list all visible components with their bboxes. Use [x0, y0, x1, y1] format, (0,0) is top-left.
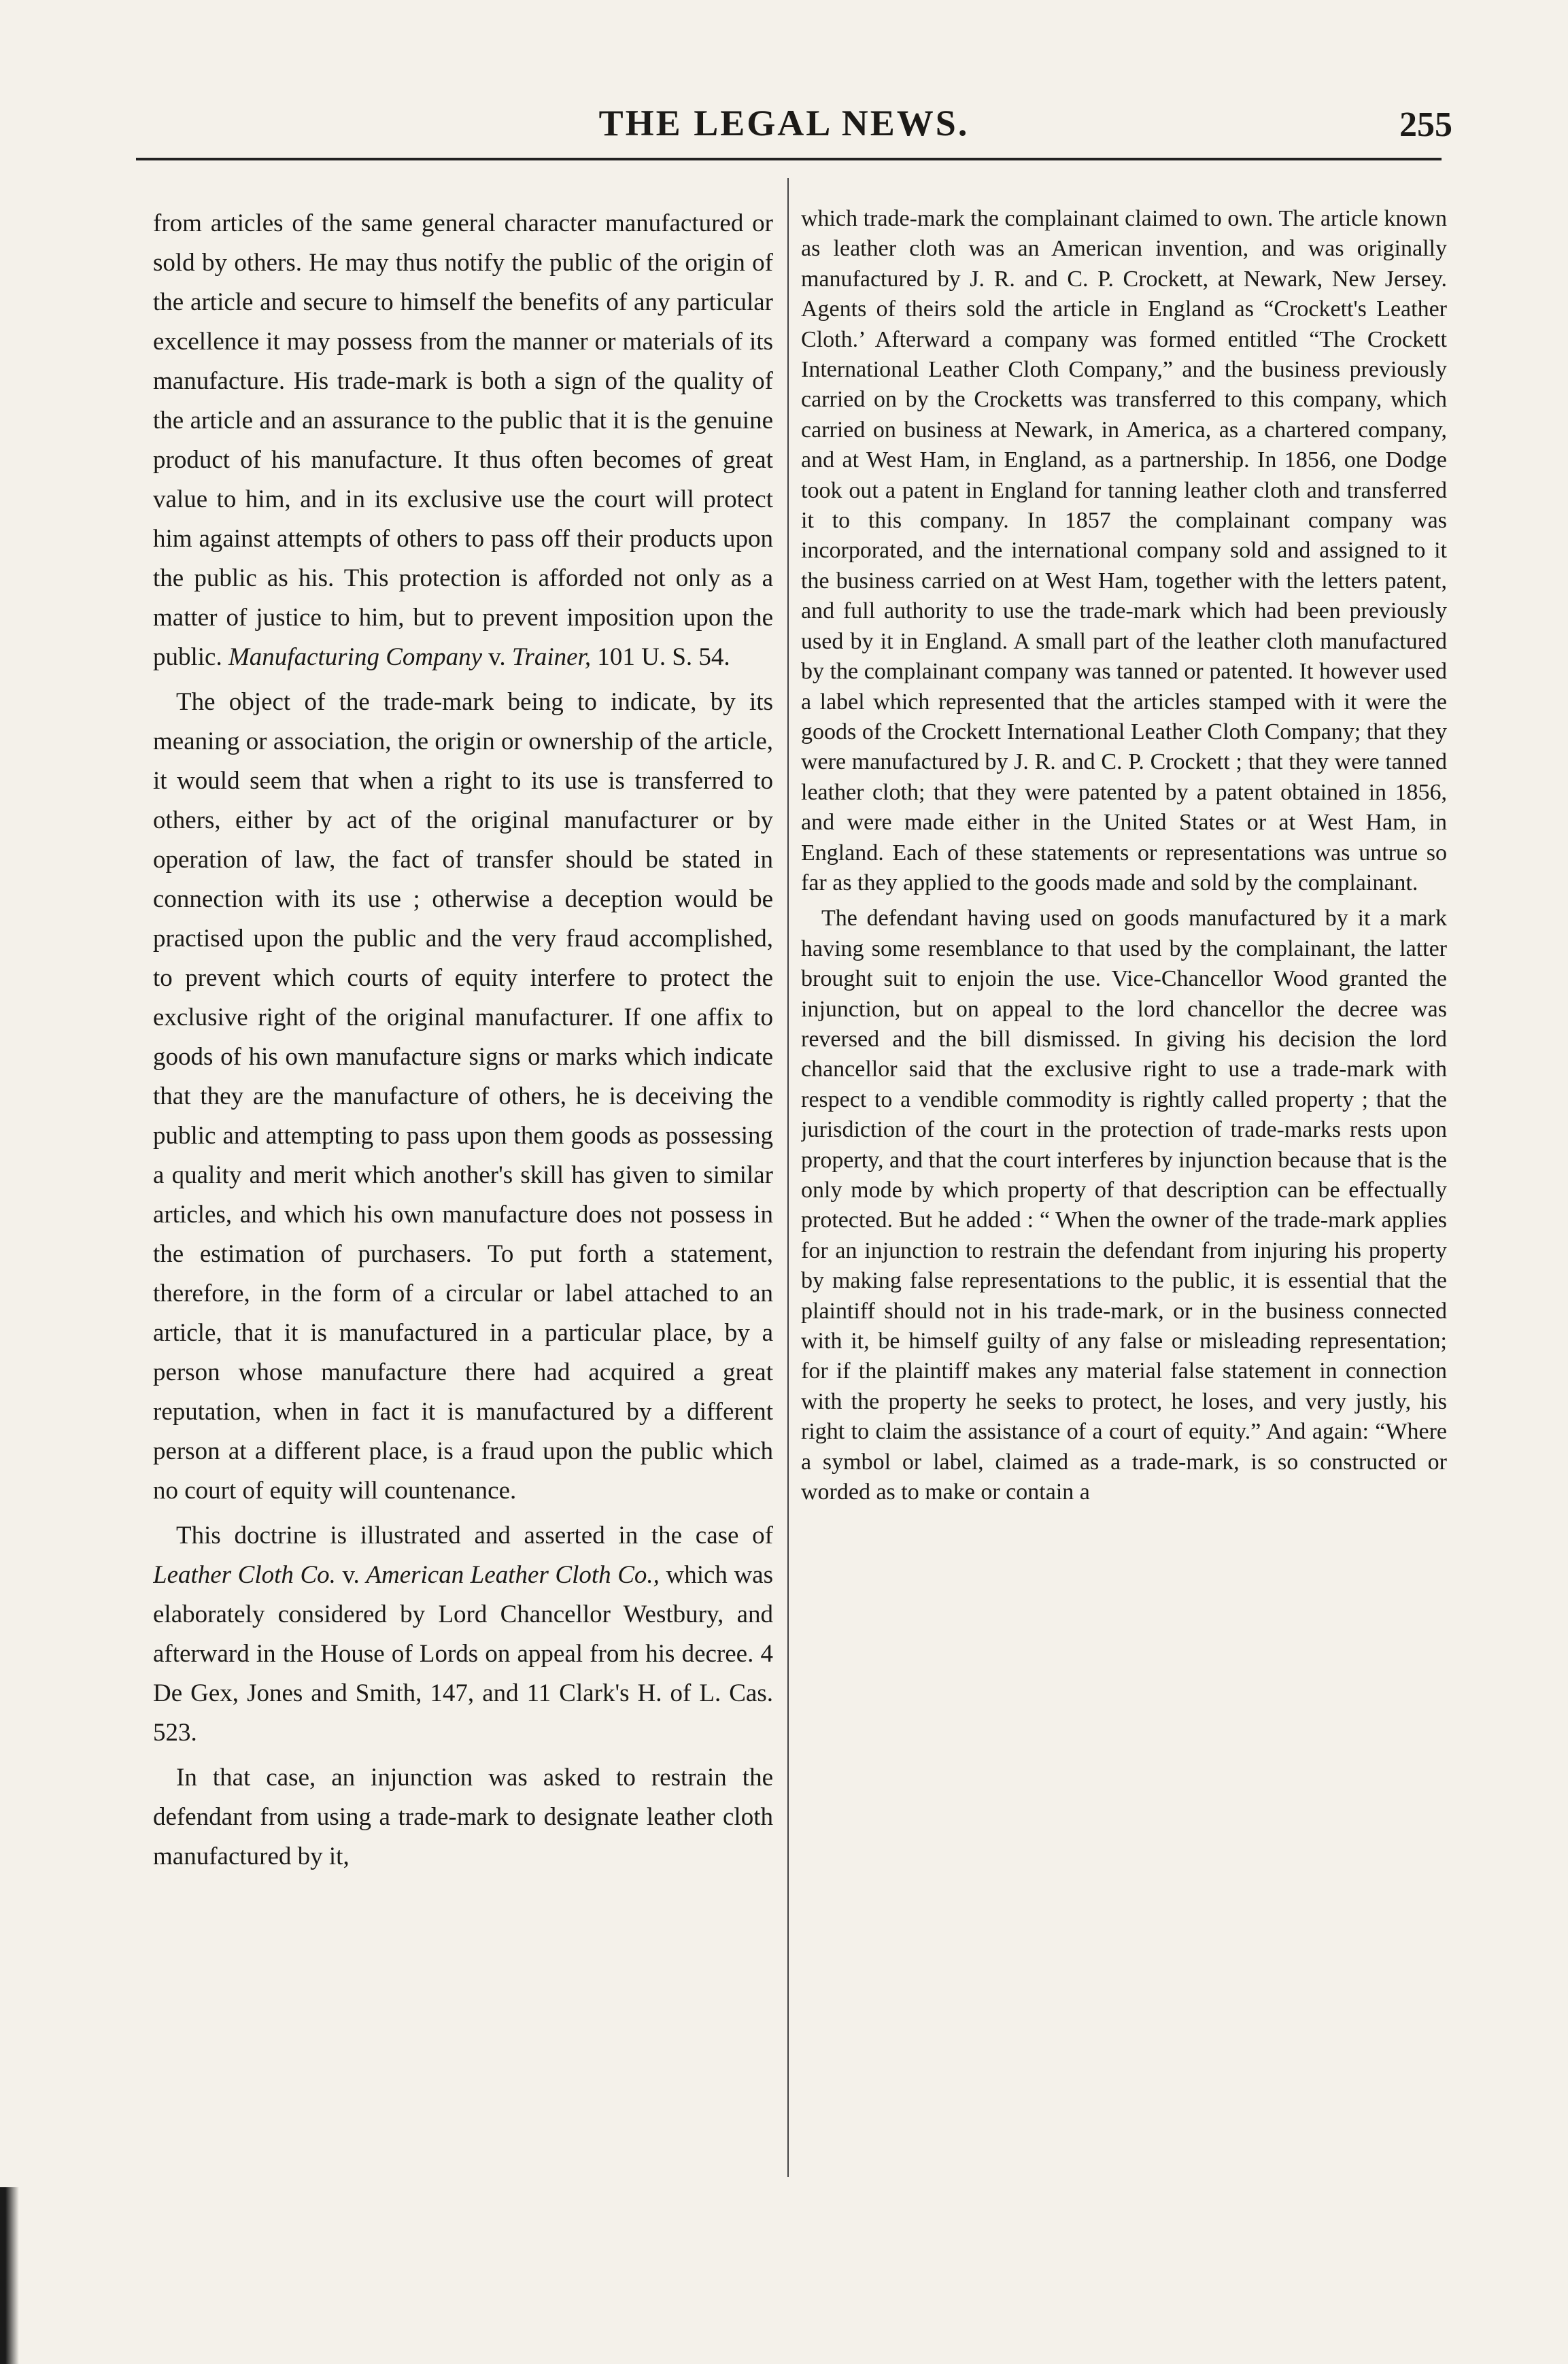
versus: v. — [488, 643, 506, 671]
paragraph: The defendant having used on goods manufactured by it a mark having some resemblance to that used by the complainant, the latter brought suit to enjoin the use. Vice-Chancellor Wood granted the injunction, but on appeal to the lord chancellor the decree was reversed and the bill dismissed. In giving his decision the lord chancellor said that the exclusive right to use a trade-mark with respect to a vendible commodity is rightly called property ; that the jurisdiction of the court in the protection of trade-marks rests upon property, and that the court interferes by injunction because that is the only mode by which property of that description can be effectually protected. But he added : “ When the owner of the trade-mark applies for an injunction to restrain the defendant from injuring his property by making false representations to the public, it is essential that the plaintiff should not in his trade-mark, or in the business connected with it, be himself guilty of any false or misleading representation; for if the plaintiff makes any material false statement in connection with the property he seeks to protect, he loses, and very justly, his right to claim the assistance of a court of equity.” And again: “Where a symbol or label, claimed as a trade-mark, is so constructed or worded as to make or contain a — [801, 906, 1447, 1505]
page-header — [0, 102, 1568, 163]
paragraph: In that case, an injunction was asked to restrain the defendant from using a trade-mark to designate leather cloth manufactured by it, — [153, 1764, 773, 1870]
case-citation: Trainer, — [511, 643, 592, 671]
right-column — [801, 204, 1447, 2176]
reporter-citation: 101 U. S. 54. — [597, 643, 730, 671]
case-citation: American Leather Cloth Co., — [366, 1561, 660, 1589]
column-divider — [787, 178, 789, 2177]
left-column — [153, 204, 773, 2203]
paragraph-text: which was elaborately considered by Lord Chancellor Westbury, and afterward in the House of Lords on appeal from his decree. 4 De Gex, Jones and Smith, 147, and 11 Clark's H. of L. Cas. 523. — [153, 1561, 773, 1747]
header-rule — [136, 158, 1442, 160]
versus: v. — [342, 1561, 360, 1589]
page-number: 255 — [1399, 105, 1452, 144]
scan-edge-shadow — [0, 2187, 41, 2364]
paragraph — [153, 1516, 773, 1753]
paragraph: which trade-mark the complainant claimed to own. The article known as leather cloth was an American invention, and was originally manufactured by J. R. and C. P. Crockett, at Newark, New Jersey. Agents of theirs sold the article in England as “Crockett's Leather Cloth.’ Afterward a company was formed entitled “The Crockett International Leather Cloth Company,” and the business previously carried on by the Crocketts was transferred to this company, which carried on business at Newark, in America, as a chartered company, and at West Ham, in England, as a partnership. In 1856, one Dodge took out a patent in England for tanning leather cloth and transferred it to this company. In 1857 the complainant company was incorporated, and the international company sold and assigned to it the business carried on at West Ham, together with the letters patent, and full authority to use the trade-mark which had been previously used by it in England. A small part of the leather cloth manufactured by the complainant company was tanned or patented. It however used a label which represented that the articles stamped with it were the goods of the Crockett International Leather Cloth Company; that they were manufactured by J. R. and C. P. Crockett ; that they were tanned leather cloth; that they were patented by a patent obtained in 1856, and were made either in the United States or at West Ham, in England. Each of these statements or representations was untrue so far as they applied to the goods made and sold by the complainant. — [801, 206, 1447, 895]
case-citation: Manufacturing Company — [228, 643, 483, 671]
running-title: THE LEGAL NEWS. — [598, 103, 970, 143]
case-citation: Leather Cloth Co. — [153, 1561, 336, 1589]
paragraph-text: from articles of the same general character manufactured or sold by others. He may thus notify the public of the origin of the article and secure to himself the benefits of any particular excellence it may possess from the manner or materials of its manufacture. His trade-mark is both a sign of the quality of the article and an assurance to the public that it is the genuine product of his manufacture. It thus often becomes of great value to him, and in its exclusive use the court will protect him against attempts of others to pass off their products upon the public as his. This protection is afforded not only as a matter of justice to him, but to prevent imposition upon the public. — [153, 209, 773, 671]
paragraph — [153, 204, 773, 677]
paragraph-text: This doctrine is illustrated and asserted in the case of — [176, 1522, 773, 1549]
paragraph: The object of the trade-mark being to indicate, by its meaning or association, the origin or ownership of the article, it would seem that when a right to its use is transferred to others, either by act of the original manufacturer or by operation of law, the fact of transfer should be stated in connection with its use ; otherwise a deception would be practised upon the public and the very fraud accomplished, to prevent which courts of equity interfere to protect the exclusive right of the original manufacturer. If one affix to goods of his own manufacture signs or marks which indicate that they are the manufacture of others, he is deceiving the public and attempting to pass upon them goods as possessing a quality and merit which another's skill has given to similar articles, and which his own manufacture does not possess in the estimation of purchasers. To put forth a statement, therefore, in the form of a circular or label attached to an article, that it is manufactured in a particular place, by a person whose manufacture there had acquired a great reputation, when in fact it is manufactured by a different person at a different place, is a fraud upon the public which no court of equity will countenance. — [153, 688, 773, 1505]
